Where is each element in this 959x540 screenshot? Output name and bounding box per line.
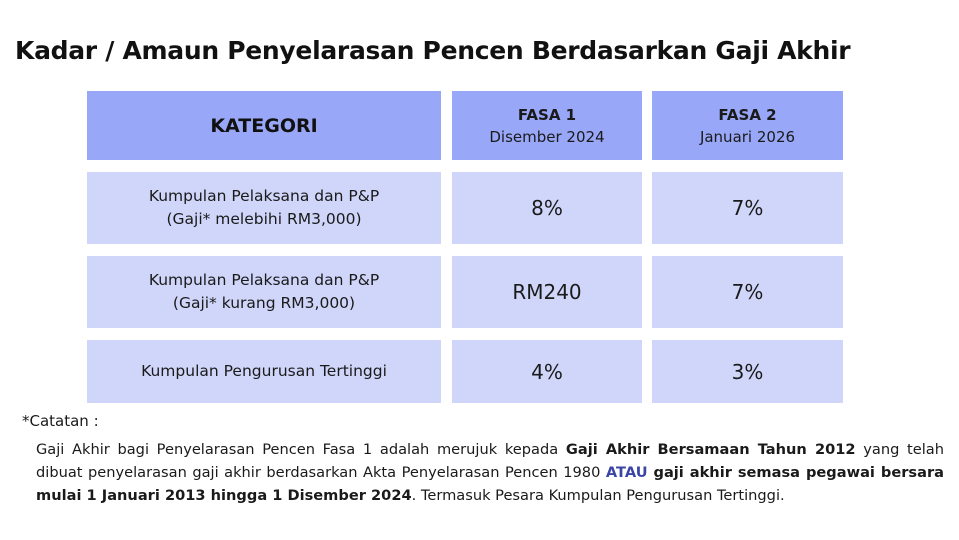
- note-part: . Termasuk Pesara Kumpulan Pengurusan Tertinggi.: [411, 487, 785, 504]
- value-text: 3%: [731, 359, 764, 384]
- value-text: 7%: [731, 280, 764, 304]
- note-text: [36, 438, 944, 507]
- note-label: *Catatan :: [22, 412, 99, 430]
- value-text: 7%: [731, 196, 764, 220]
- fasa-1-value: [452, 172, 642, 244]
- category-name: Kumpulan Pelaksana dan P&P: [148, 271, 380, 289]
- category-name: Kumpulan Pelaksana dan P&P: [148, 187, 380, 205]
- fasa-2-value: [652, 256, 843, 328]
- category-cell: [87, 172, 441, 244]
- header-fasa-2: [652, 91, 843, 160]
- header-date: Januari 2026: [699, 127, 796, 146]
- note-bold: gaji akhir semasa pegawai bersara mulai 1 Januari 2013 hingga 1 Disember 2024: [36, 464, 944, 504]
- fasa-1-value: [452, 256, 642, 328]
- category-condition: (Gaji* kurang RM3,000): [172, 294, 356, 312]
- fasa-2-value: [652, 340, 843, 403]
- header-date: Disember 2024: [489, 127, 605, 146]
- header-kategori: [87, 91, 441, 160]
- header-label: KATEGORI: [210, 114, 318, 137]
- header-label: FASA 1: [517, 105, 577, 124]
- category-cell: [87, 256, 441, 328]
- note-part: yang telah dibuat penyelarasan gaji akhir berdasarkan Akta Penyelarasan Pencen 1980: [36, 441, 944, 481]
- category-name: Kumpulan Pengurusan Tertinggi: [141, 362, 387, 380]
- value-text: 4%: [531, 359, 563, 384]
- fasa-1-value: [452, 340, 642, 403]
- header-label: FASA 2: [718, 105, 777, 124]
- value-text: RM240: [512, 280, 582, 304]
- header-fasa-1: [452, 91, 642, 160]
- value-text: 8%: [531, 196, 563, 220]
- fasa-2-value: [652, 172, 843, 244]
- note-bold: Gaji Akhir Bersamaan Tahun 2012: [565, 441, 856, 458]
- note-part: Gaji Akhir bagi Penyelarasan Pencen Fasa 1 adalah merujuk kepada: [36, 441, 566, 458]
- page-title: Kadar / Amaun Penyelarasan Pencen Berdasarkan Gaji Akhir: [15, 36, 851, 65]
- note-atau: ATAU: [605, 464, 648, 481]
- category-cell: [87, 340, 441, 403]
- category-condition: (Gaji* melebihi RM3,000): [166, 210, 362, 228]
